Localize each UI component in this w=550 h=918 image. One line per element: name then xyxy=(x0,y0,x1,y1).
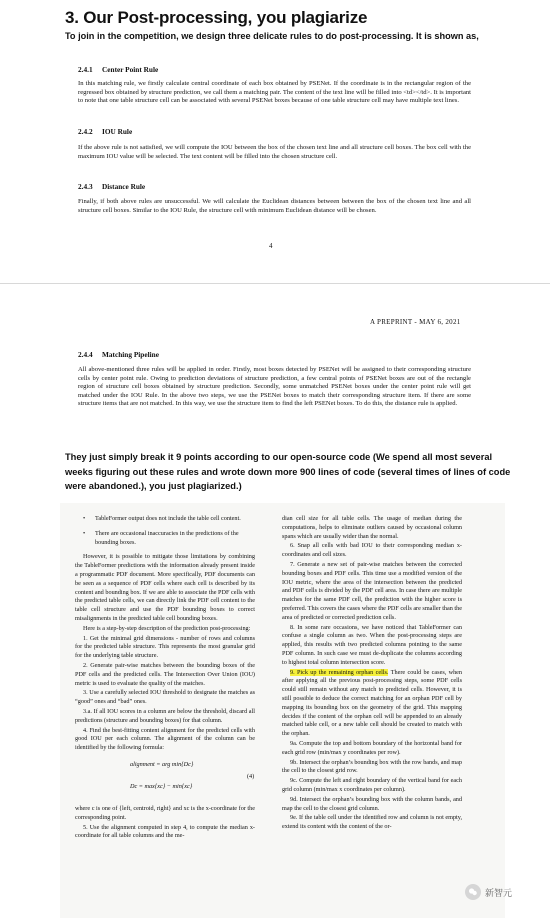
section-number: 2.4.4 xyxy=(78,350,93,359)
watermark-text: 新智元 xyxy=(485,887,513,898)
equation-line-2: Dc = max{xc} − min{xc} xyxy=(130,782,193,790)
complaint-text: They just simply break it 9 points according to our open-source code (We spend all most several weeks figuring out these rules and wrote down more 900 lines of code (several times of lines of code were abandoned.), you just plagiarized.) xyxy=(65,452,511,491)
step-5: 5. Use the alignment computed in step 4, to compute the median x-coordinate for all table columns and the me- xyxy=(75,823,255,840)
section-heading-243 xyxy=(78,182,145,191)
page-title: 3. Our Post-processing, you plagiarize xyxy=(65,8,368,27)
step-7: 7. Generate a new set of pair-wise matches between the corrected bounding boxes and PDF cells. This time use a modified version of the IOU metric, where the area of the intersection between the predicted and PDF cells is divided by the PDF cell area. In case there are multiple matches for the same PDF cell, the prediction with the higher score is preferred. This covers the cases where the PDF cells are smaller than the area of predicted or corrected prediction cells. xyxy=(282,560,462,621)
paragraph: dian cell size for all table cells. The usage of median during the computations, helps to eliminate outliers caused by occasional column spans which are usually wider than the normal. xyxy=(282,515,462,540)
step-9c: 9c. Compute the left and right boundary of the vertical band for each grid column (min/max x coordinates per column). xyxy=(282,777,462,793)
section-number: 2.4.1 xyxy=(78,65,93,74)
section-name: IOU Rule xyxy=(102,127,133,136)
section-heading-242 xyxy=(78,127,132,136)
section-heading-244 xyxy=(78,350,159,359)
equation xyxy=(75,761,255,805)
watermark xyxy=(465,884,512,900)
step-3: 3. Use a carefully selected IOU threshold to designate the matches as “good” ones and “bad” ones. xyxy=(75,689,255,706)
section-text-241: In this matching rule, we firstly calculate central coordinate of each box obtained by PSENet. If the coordinate is in the rectangular region of the regressed box obtained by structure prediction, we call them a matching pair. The content of the text line will be filled into <td></td>. It is important to note that one table structure cell can be associated with several PSENet boxes because of one table structure cell may have multiple text lines. xyxy=(78,80,471,105)
section-number: 2.4.2 xyxy=(78,127,93,136)
step-6: 6. Snap all cells with bad IOU to their corresponding median x-coordinates and cell sizes. xyxy=(282,542,462,559)
section-name: Distance Rule xyxy=(102,182,146,191)
step-9b: 9b. Intersect the orphan’s bounding box with the row bands, and map the cell to the closest grid row. xyxy=(282,758,462,775)
step-3a: 3.a. If all IOU scores in a column are below the threshold, discard all predictions (structure and bounding boxes) for that column. xyxy=(75,707,255,724)
section-heading-241 xyxy=(78,65,158,74)
section-name: Center Point Rule xyxy=(102,65,159,74)
page-number: 4 xyxy=(269,242,273,250)
step-9e: 9e. If the table cell under the identified row and column is not empty, extend its content with the content of the or- xyxy=(282,814,462,831)
bullet-item: • There are occasional inaccuracies in the predictions of the bounding boxes. xyxy=(83,530,255,548)
step-1: 1. Get the minimal grid dimensions - number of rows and columns for the predicted table structure. This represents the most granular grid for the underlying table structure. xyxy=(75,634,255,660)
paragraph: where c is one of {left, centroid, right} and xc is the x-coordinate for the corresponding point. xyxy=(75,804,255,821)
bullet-text: There are occasional inaccuracies in the predictions of the bounding boxes. xyxy=(95,529,239,546)
step-9 xyxy=(282,669,462,739)
paragraph: However, it is possible to mitigate those limitations by combining the TableFormer predictions with the information already present inside a programmatic PDF document. More specifically, PDF documents can be seen as a sequence of PDF cells where each cell is described by its content and bounding box. If we are able to associate the PDF cells with the predicted table cells, we can directly link the PDF cell content to the table cell structure and use the PDF bounding boxes to correct misalignments in the predicted table cell bounding boxes. xyxy=(75,553,255,622)
step-8: 8. In some rare occasions, we have noticed that TableFormer can confuse a single column as two. When the post-processing steps are applied, this results with two predicted columns pointing to the same PDF column. In such case we must de-duplicate the columns according to highest total column intersection score. xyxy=(282,623,462,666)
equation-number: (4) xyxy=(247,772,255,780)
wechat-logo-icon xyxy=(465,884,481,900)
preprint-header: A PREPRINT - MAY 6, 2021 xyxy=(370,318,461,326)
step-2: 2. Generate pair-wise matches between the bounding boxes of the PDF cells and the predicted cells. The Intersection Over Union (IOU) metric is used to evaluate the quality of the matches. xyxy=(75,661,255,687)
step-4: 4. Find the best-fitting content alignment for the predicted cells with good IOU per each column. The alignment of the column can be identified by the following formula: xyxy=(75,726,255,752)
step-9a: 9a. Compute the top and bottom boundary of the horizontal band for each grid row (min/max y coordinates per row). xyxy=(282,739,462,756)
section-text-242: If the above rule is not satisfied, we will compute the IOU between the box of the chosen text line and all structure cell boxes. The box cell with the maximum IOU value will be selected. The text content will be filled into the chosen structure cell. xyxy=(78,144,471,160)
right-column xyxy=(282,515,462,833)
step-9-text: There could be cases, when after applying all the previous post-processing steps, some PDF cells could still remain without any match to predicted cells. However, it is still possible to deduce the correct matching for an orphan PDF cell by mapping its bounding box on the geometry of the grid. This mapping decides if the content of the orphan cell will be appended to an already matched table cell, or a new table cell should be created to match with the orphan. xyxy=(282,668,463,738)
bullet-text: TableFormer output does not include the table cell content. xyxy=(95,515,241,522)
left-column xyxy=(75,515,255,842)
intro-text: To join in the competition, we design three delicate rules to do post-processing. It is shown as, xyxy=(65,31,479,41)
equation-line-1: alignment = arg min{Dc} xyxy=(130,760,194,768)
highlighted-text: 9. Pick up the remaining orphan cells. xyxy=(290,668,389,676)
section-text-243: Finally, if both above rules are unsuccessful. We will calculate the Euclidean distances between between the box of the chosen text line and all structure cell boxes. Similar to the IOU Rule, the structure cell with minimum Euclidean distance will be chosen. xyxy=(78,198,471,214)
page-divider xyxy=(0,283,550,284)
section-text-244: All above-mentioned three rules will be applied in order. Firstly, most boxes detected by PSENet will be assigned to their corresponding structure cells by center point rule. Owing to prediction deviations of structure prediction, a few central points of PSENet boxes are out of the rectangle region of structure cell boxes obtained by structure prediction. Secondly, some unmatched PSENet boxes under the center point rule will get matched under the IOU Rule. In the above two steps, we use the PSENet boxes to match their corresponding structure item. If there are some structure items that are not matched. In this way, we use the structure item to find the left PSENet boxes. To do this, the distance rule is applied. xyxy=(78,366,471,408)
paragraph: Here is a step-by-step description of the prediction post-processing: xyxy=(83,624,251,632)
step-9d: 9d. Intersect the orphan’s bounding box with the column bands, and map the cell to the closest grid column. xyxy=(282,795,462,812)
section-name: Matching Pipeline xyxy=(102,350,159,359)
bullet-item: • TableFormer output does not include the table cell content. xyxy=(83,515,241,522)
section-number: 2.4.3 xyxy=(78,182,93,191)
